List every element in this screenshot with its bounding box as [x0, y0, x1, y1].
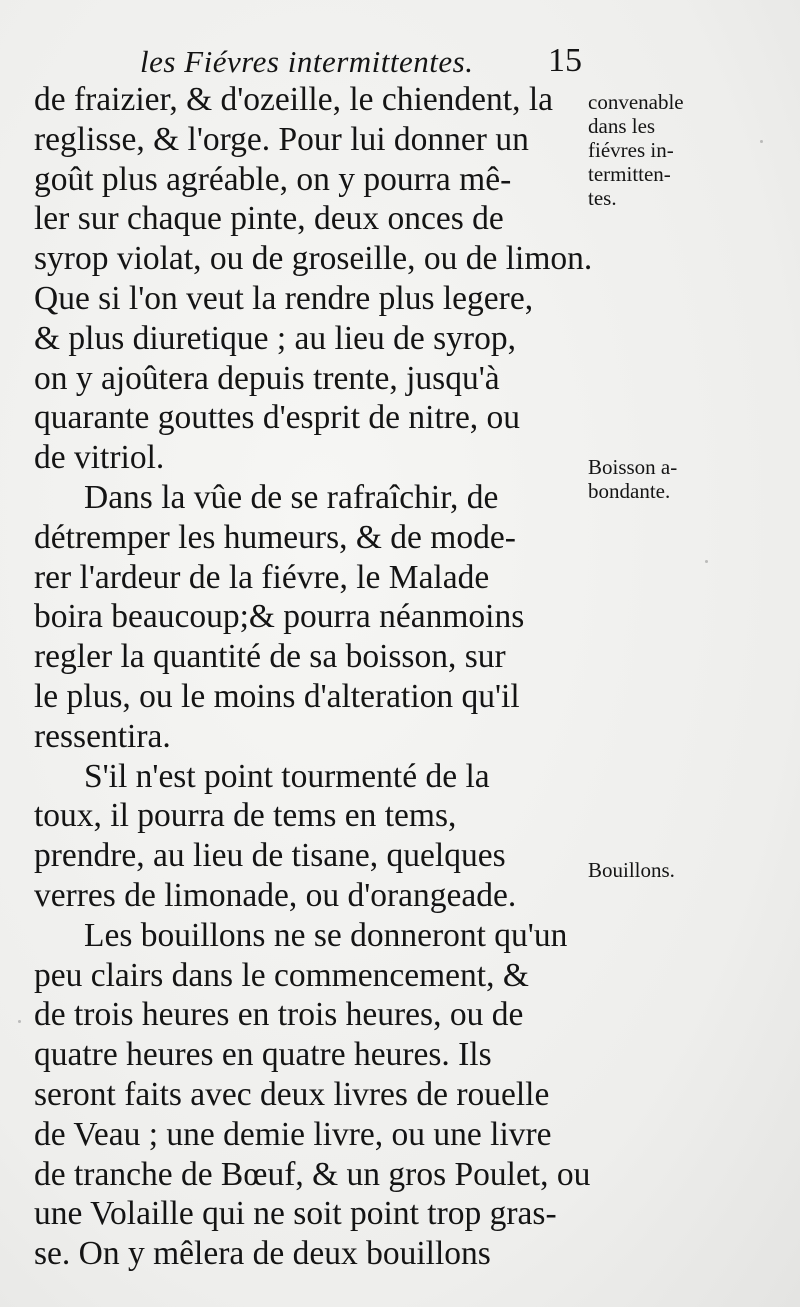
margin-note: [588, 455, 798, 503]
text-line: goût plus agréable, on y pourra mê-: [34, 160, 512, 198]
text-line: de trois heures en trois heures, ou de: [34, 996, 524, 1034]
text-line: reglisse, & l'orge. Pour lui donner un: [34, 120, 529, 158]
text-line: ressentira.: [34, 717, 171, 755]
text-line: ler sur chaque pinte, deux onces de: [34, 200, 504, 238]
text-line: peu clairs dans le commencement, &: [34, 956, 529, 994]
page-number: 15: [548, 42, 582, 79]
text-line: on y ajoûtera depuis trente, jusqu'à: [34, 359, 500, 397]
text-line: syrop violat, ou de groseille, ou de limon.: [34, 240, 593, 278]
text-line: prendre, au lieu de tisane, quelques: [34, 837, 506, 875]
text-line: de Veau ; une demie livre, ou une livre: [34, 1115, 552, 1153]
margin-note-line: Boisson a-: [588, 455, 678, 479]
margin-note-line: convenable: [588, 90, 684, 114]
margin-note-line: termitten-: [588, 162, 671, 186]
text-line: quarante gouttes d'esprit de nitre, ou: [34, 399, 521, 437]
margin-note-line: Bouillons.: [588, 858, 675, 882]
text-line: une Volaille qui ne soit point trop gras-: [34, 1195, 557, 1233]
text-line: verres de limonade, ou d'orangeade.: [34, 876, 517, 914]
margin-note-line: bondante.: [588, 479, 671, 503]
text-line: rer l'ardeur de la fiévre, le Malade: [34, 558, 490, 596]
text-line: & plus diuretique ; au lieu de syrop,: [34, 319, 516, 357]
paper-speck: [705, 560, 708, 563]
running-title: les Fiévres intermittentes.: [140, 44, 474, 79]
margin-note-line: fiévres in-: [588, 138, 674, 162]
margin-note-line: dans les: [588, 114, 656, 138]
text-line: se. On y mêlera de deux bouillons: [34, 1235, 491, 1273]
text-line: Dans la vûe de se rafraîchir, de: [84, 478, 499, 516]
text-line: boira beaucoup;& pourra néanmoins: [34, 598, 525, 636]
text-line: détremper les humeurs, & de mode-: [34, 518, 516, 556]
text-line: Que si l'on veut la rendre plus legere,: [34, 279, 534, 317]
text-line: seront faits avec deux livres de rouelle: [34, 1075, 550, 1113]
text-line: toux, il pourra de tems en tems,: [34, 797, 457, 835]
text-line: de vitriol.: [34, 439, 165, 477]
text-line: de fraizier, & d'ozeille, le chiendent, la: [34, 81, 554, 118]
text-line: S'il n'est point tourmenté de la: [84, 757, 490, 795]
margin-note: [588, 90, 798, 210]
text-line: le plus, ou le moins d'alteration qu'il: [34, 677, 520, 715]
paper-speck: [760, 140, 763, 143]
text-line: regler la quantité de sa boisson, sur: [34, 638, 506, 676]
text-line: Les bouillons ne se donneront qu'un: [84, 916, 568, 954]
main-text-column: [34, 80, 604, 1274]
text-line: de tranche de Bœuf, & un gros Poulet, ou: [34, 1155, 591, 1193]
paper-speck: [18, 1020, 21, 1023]
margin-note: [588, 858, 798, 882]
text-line: quatre heures en quatre heures. Ils: [34, 1036, 492, 1074]
margin-note-line: tes.: [588, 186, 617, 210]
